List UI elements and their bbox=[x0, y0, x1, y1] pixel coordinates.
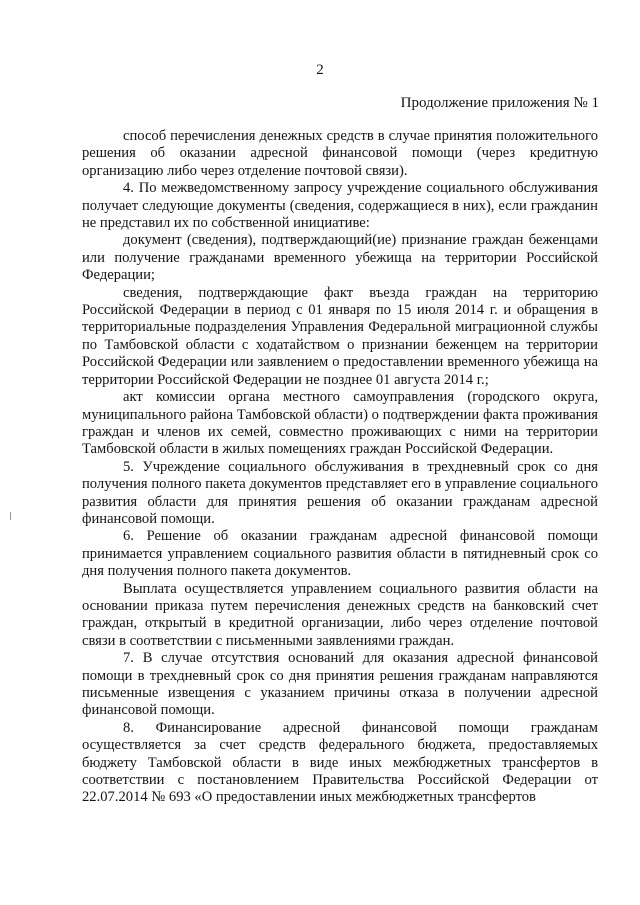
paragraph-item-8: 8. Финансирование адресной финансовой помощи гражданам осуществляется за счет средств федерального бюджета, предоставляемых бюджету Тамбовской области в виде иных межбюджетных трансфертов в соответствии с постановлением Правительства Российской Федерации от 22.07.2014 № 693 «О предоставлении иных межбюджетных трансфертов bbox=[82, 719, 598, 806]
paragraph-payment: Выплата осуществляется управлением социального развития области на основании приказа путем перечисления денежных средств на банковский счет граждан, открытый в кредитной организации, либо через отделение почтовой связи в соответствии с письменными заявлениями граждан. bbox=[82, 580, 598, 649]
paragraph-item-6: 6. Решение об оказании гражданам адресной финансовой помощи принимается управлением социального развития области в пятидневный срок со дня получения полного пакета документов. bbox=[82, 528, 598, 580]
document-body bbox=[82, 128, 598, 807]
paragraph-payment-method: способ перечисления денежных средств в случае принятия положительного решения об оказании адресной финансовой помощи (через кредитную организацию либо через отделение почтовой связи). bbox=[82, 128, 598, 179]
appendix-continuation-note: Продолжение приложения № 1 bbox=[400, 95, 599, 111]
paragraph-item-4: 4. По межведомственному запросу учреждение социального обслуживания получает следующие документы (сведения, содержащиеся в них), если гражданин не представил их по собственной инициативе: bbox=[82, 180, 598, 232]
margin-mark bbox=[10, 512, 11, 520]
paragraph-commission-act: акт комиссии органа местного самоуправления (городского округа, муниципального района Тамбовской области) о подтверждении факта проживания граждан и членов их семей, совместно проживающих с ними на территории Тамбовской области в жилых помещениях граждан Российской Федерации. bbox=[82, 389, 598, 458]
page-number: 2 bbox=[316, 62, 324, 78]
paragraph-item-5: 5. Учреждение социального обслуживания в трехдневный срок со дня получения полного пакета документов представляет его в управление социального развития области для принятия решения об оказании гражданам адресной финансовой помощи. bbox=[82, 458, 598, 527]
paragraph-entry-information: сведения, подтверждающие факт въезда граждан на территорию Российской Федерации в период с 01 января по 15 июля 2014 г. и обращения в территориальные подразделения Управления Федеральной миграционной службы по Тамбовской области с ходатайством о признании беженцем на территории Российской Федерации или заявлением о предоставлении временного убежища на территории Российской Федерации не позднее 01 августа 2014 г.; bbox=[82, 284, 598, 388]
paragraph-refugee-document: документ (сведения), подтверждающий(ие) признание граждан беженцами или получение гражданами временного убежища на территории Российской Федерации; bbox=[82, 232, 598, 284]
paragraph-item-7: 7. В случае отсутствия оснований для оказания адресной финансовой помощи в трехдневный срок со дня принятия решения гражданам направляются письменные извещения с указанием причины отказа в получении адресной финансовой помощи. bbox=[82, 650, 598, 719]
